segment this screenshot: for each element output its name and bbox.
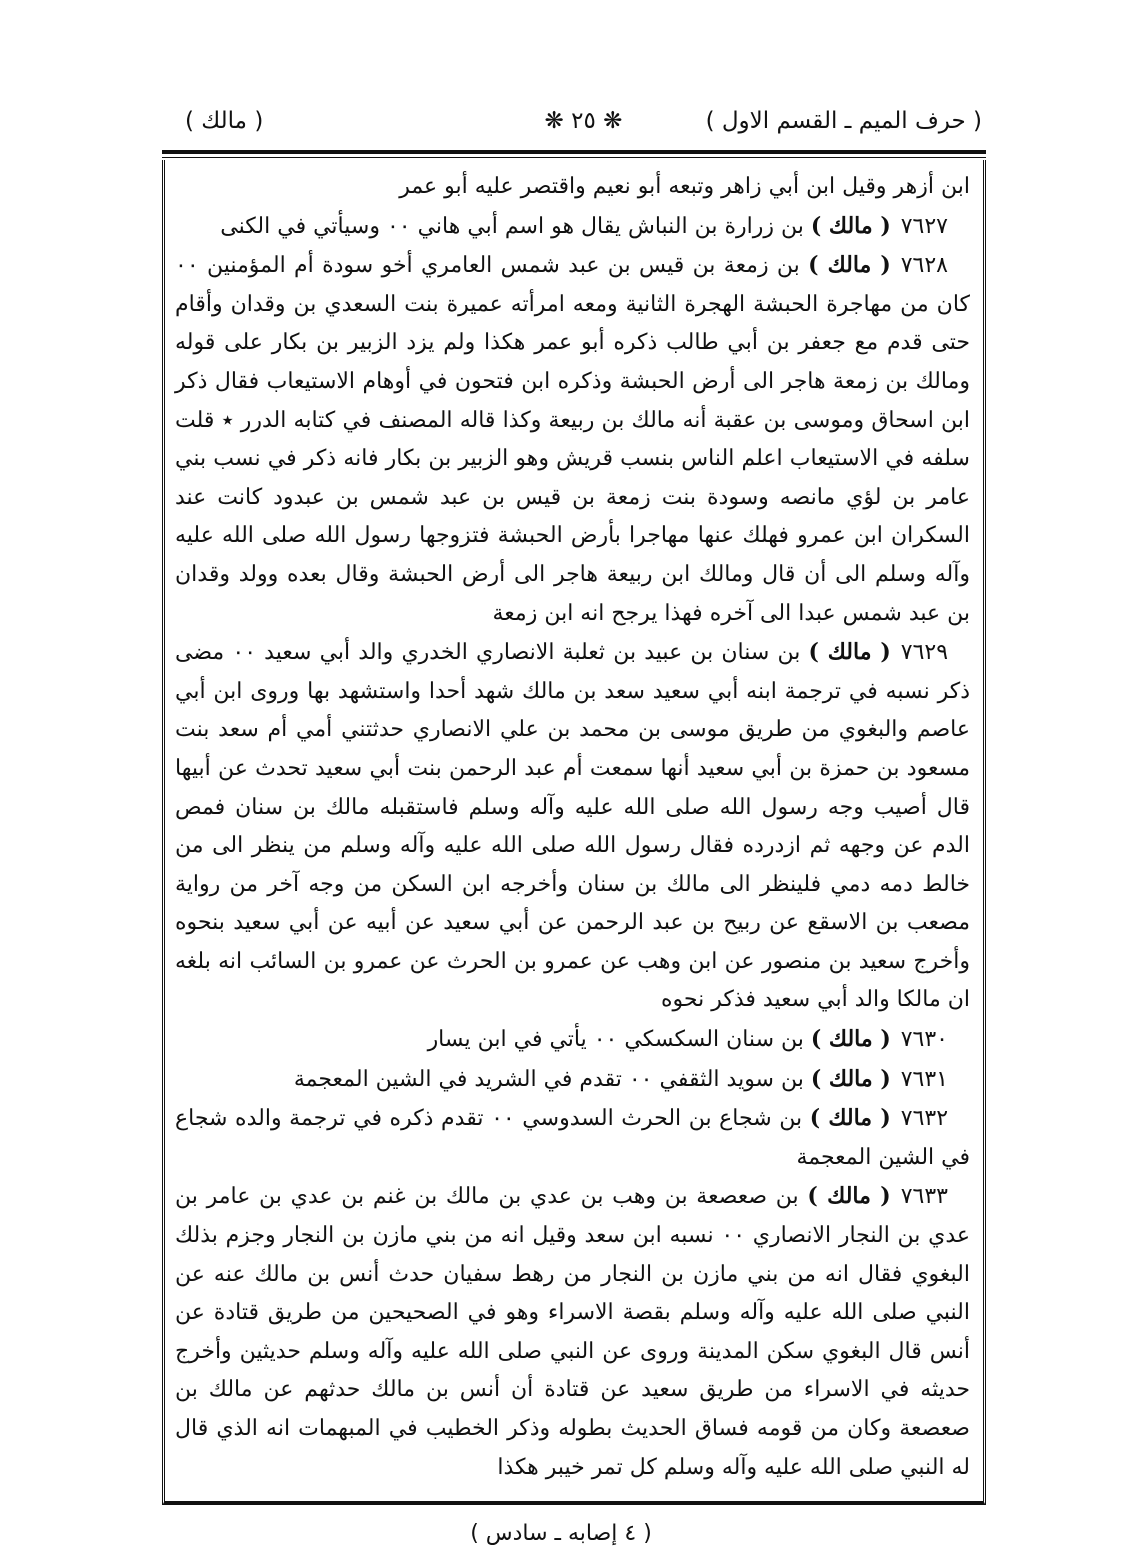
entry-name: ( مالك )	[809, 1105, 891, 1132]
entry-text: بن صعصعة بن وهب بن عدي بن مالك بن غنم بن عدي بن عامر بن عدي بن النجار الانصاري ٠٠ نسبه ابن سعد وقيل انه من بني مازن بن النجار وجزم بذلك البغوي فقال انه من بني مازن بن النجار من رهط سفيان حدث أنس بن مالك عنه عن النبي صلى الله عليه وآله وسلم بقصة الاسراء وهو في الصحيحين من طريق قتادة عن أنس قال البغوي سكن المدينة وروى عن النبي صلى الله عليه وآله وسلم حديثين وأخرج حديثه في الاسراء من طريق سعيد عن قتادة أن أنس بن مالك حدثهم عن مالك بن صعصعة وكان من قومه فساق الحديث بطوله وذكر الخطيب في المبهمات انه الذي قال له النبي صلى الله عليه وآله وسلم كل تمر خيبر هكذا	[175, 1184, 970, 1480]
entry-7632	[175, 1099, 970, 1177]
entry-name: ( مالك )	[807, 1183, 891, 1210]
entry-text: بن زرارة بن النباش يقال هو اسم أبي هاني ٠٠ وسيأتي في الكنى	[220, 213, 804, 239]
entry-text: بن شجاع بن الحرث السدوسي ٠٠ تقدم ذكره في ترجمة والده شجاع في الشين المعجمة	[175, 1106, 970, 1170]
entry-7630	[175, 1020, 970, 1060]
entry-7633	[175, 1177, 970, 1487]
running-header	[185, 108, 982, 148]
entry-number: ٧٦٢٨	[900, 253, 948, 279]
signature-mark: ( ٤ إصابه ـ سادس )	[470, 1521, 652, 1546]
header-rule-thin	[162, 157, 986, 158]
entry-7631	[175, 1060, 970, 1100]
entry-number: ٧٦٣٢	[900, 1106, 949, 1132]
entry-number: ٧٦٢٩	[900, 640, 949, 666]
entry-name: ( مالك )	[810, 212, 891, 239]
intro-paragraph: ابن أزهر وقيل ابن أبي زاهر وتبعه أبو نعيم واقتصر عليه أبو عمر	[399, 174, 970, 199]
entry-number: ٧٦٣٣	[900, 1184, 948, 1210]
entry-text: بن سنان بن عبيد بن ثعلبة الانصاري الخدري والد أبي سعيد ٠٠ مضى ذكر نسبه في ترجمة ابنه أبي سعيد سعد بن مالك شهد أحدا واستشهد بها وروى ابن أبي عاصم والبغوي من طريق موسى بن محمد بن علي الانصاري حدثتني أمي أم سعد بنت مسعود بن حمزة بن أبي سعيد أنها سمعت أم عبد الرحمن بنت أبي سعيد تحدث عن أبيها قال أصيب وجه رسول الله صلى الله عليه وآله وسلم فاستقبله مالك بن سنان فمص الدم عن وجهه ثم ازدرده فقال رسول الله صلى الله عليه وآله وسلم من ينظر الى من خالط دمه دمي فلينظر الى مالك بن سنان وأخرجه ابن السكن من وجه آخر من رواية مصعب بن الاسقع عن ربيح بن عبد الرحمن عن أبي سعيد عن أبيه عن أبي سعيد بنحوه وأخرج سعيد بن منصور عن ابن وهب عن عمرو بن الحرث عن عمرو بن السائب انه بلغه ان مالكا والد أبي سعيد فذكر نحوه	[175, 640, 970, 1013]
header-entry-name: ( مالك )	[185, 108, 264, 134]
main-text	[175, 168, 970, 1487]
page-number: ❋ ٢٥ ❋	[544, 108, 623, 134]
entry-7629	[175, 633, 970, 1020]
entry-text: بن سنان السكسكي ٠٠ يأتي في ابن يسار	[427, 1027, 804, 1053]
entry-name: ( مالك )	[808, 252, 891, 279]
header-section-title: ( حرف الميم ـ القسم الاول )	[705, 108, 982, 134]
header-rule-thick	[162, 150, 986, 154]
entry-number: ٧٦٣٠	[900, 1027, 948, 1053]
entry-text: بن زمعة بن قيس بن عبد شمس العامري أخو سودة أم المؤمنين ٠٠ كان من مهاجرة الحبشة الهجرة الثانية ومعه امرأته عميرة بنت السعدي بن وقدان وأقام حتى قدم مع جعفر بن أبي طالب ذكره أبو عمر هكذا ولم يزد الزبير بن بكار على قوله ومالك بن زمعة هاجر الى أرض الحبشة وذكره ابن فتحون في أوهام الاستيعاب فقال ذكر ابن اسحاق وموسى بن عقبة أنه مالك بن ربيعة وكذا قاله المصنف في كتابه الدرر ٭ قلت سلفه في الاستيعاب اعلم الناس بنسب قريش وهو الزبير بن بكار فانه ذكر في نسب بني عامر بن لؤي مانصه وسودة بنت زمعة بن قيس بن عبد شمس بن عبدود كانت عند السكران ابن عمرو فهلك عنها مهاجرا بأرض الحبشة فتزوجها رسول الله صلى الله عليه وآله وسلم الى أن قال ومالك ابن ربيعة هاجر الى أرض الحبشة وقال بعده وولد وقدان بن عبد شمس عبدا الى آخره فهذا يرجح انه ابن زمعة	[175, 253, 970, 626]
entry-number: ٧٦٢٧	[900, 213, 948, 239]
entry-text: بن سويد الثقفي ٠٠ تقدم في الشريد في الشين المعجمة	[293, 1066, 804, 1092]
entry-7627	[175, 207, 970, 247]
entry-name: ( مالك )	[808, 639, 891, 666]
entry-number: ٧٦٣١	[900, 1066, 948, 1092]
entry-7628	[175, 246, 970, 633]
entry-name: ( مالك )	[810, 1065, 891, 1092]
entry-name: ( مالك )	[810, 1026, 891, 1053]
